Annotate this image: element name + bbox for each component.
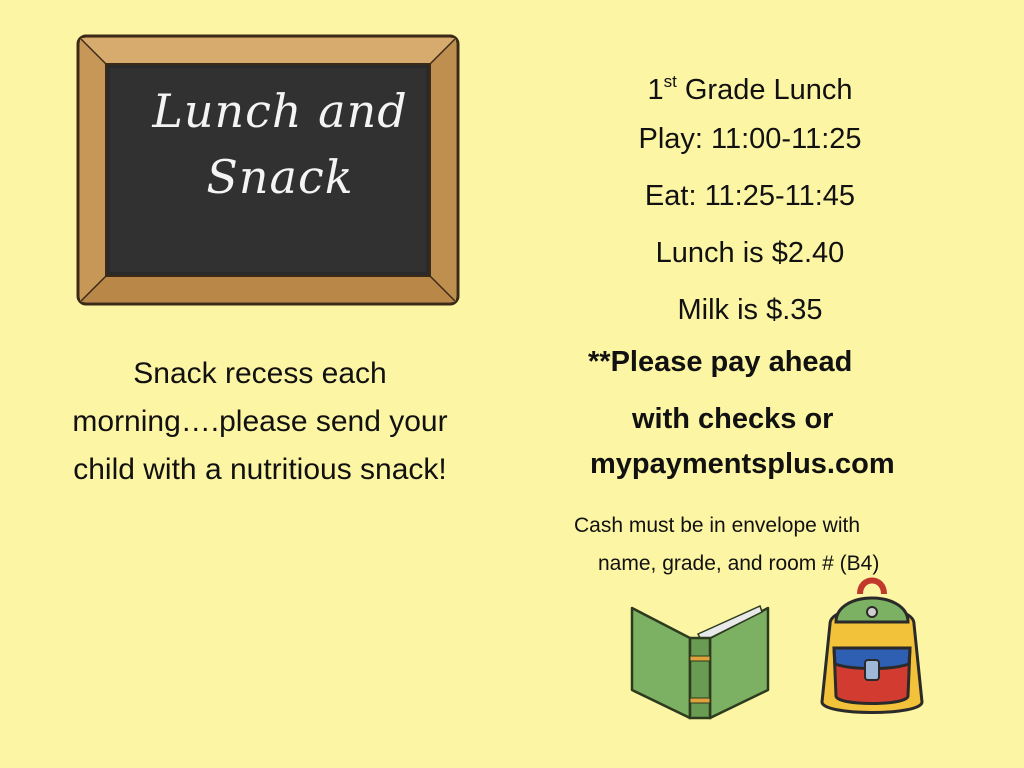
chalkboard-line-2: Snack — [206, 150, 354, 204]
payment-line-2: with checks or — [632, 403, 834, 435]
eat-time: Eat: 11:25-11:45 — [644, 180, 856, 212]
book-icon — [628, 600, 772, 724]
payment-website: mypaymentsplus.com — [590, 448, 895, 480]
chalkboard-title — [108, 78, 452, 210]
lunch-info — [560, 58, 940, 343]
chalkboard — [76, 34, 460, 306]
cash-note-line-2: name, grade, and room # (B4) — [598, 552, 880, 575]
grade-suffix: st — [663, 72, 677, 91]
grade-rest: Grade Lunch — [676, 74, 853, 106]
cash-note-line-1: Cash must be in envelope with — [574, 514, 860, 537]
backpack-icon — [812, 572, 932, 720]
play-time: Play: 11:00-11:25 — [638, 123, 862, 155]
payment-line-1: **Please pay ahead — [588, 346, 853, 378]
chalkboard-line-1: Lunch and — [152, 84, 408, 138]
milk-price: Milk is $.35 — [677, 294, 823, 326]
lunch-price: Lunch is $2.40 — [655, 237, 845, 269]
grade-lunch-heading — [560, 58, 940, 115]
snack-note: Snack recess each morning….please send your child with a nutritious snack! — [72, 357, 448, 486]
grade-number: 1 — [647, 74, 664, 106]
